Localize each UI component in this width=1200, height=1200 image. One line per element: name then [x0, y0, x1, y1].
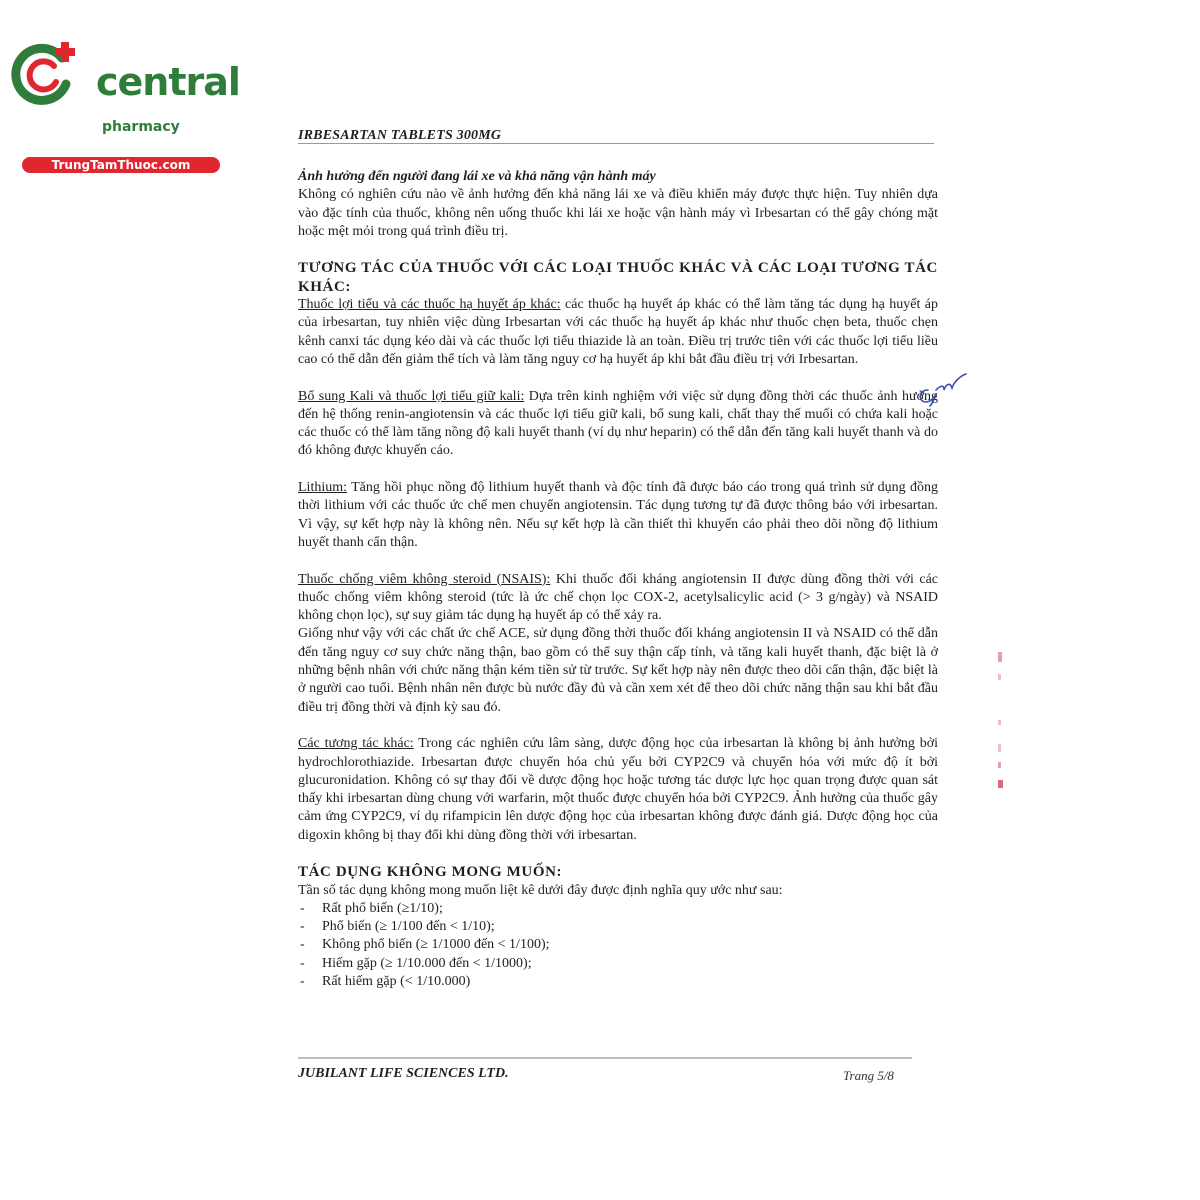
footer-divider	[298, 1057, 912, 1059]
other-interactions-paragraph	[298, 735, 938, 845]
nsaids-label: Thuốc chống viêm không steroid (NSAIS):	[298, 571, 551, 587]
lithium-label: Lithium:	[298, 480, 347, 496]
diuretics-paragraph	[298, 296, 938, 369]
nsaids-text: Khi thuốc đối kháng angiotensin II được dùng đồng thời với các thuốc chống viêm không steroid (tức là ức chế chọn lọc COX-2, acetylsalicylic acid (> 3 g/ngày) và NSAID không chọn lọc), sự suy giảm tác dụng hạ huyết áp có thể xảy ra.	[298, 571, 939, 624]
document-body	[298, 168, 938, 991]
list-item: - Phổ biến (≥ 1/100 đến < 1/10);	[298, 918, 938, 936]
margin-stamp-marks	[990, 640, 1010, 800]
list-item: - Không phổ biến (≥ 1/1000 đến < 1/100);	[298, 936, 938, 954]
document-title: IRBESARTAN TABLETS 300MG	[298, 128, 502, 143]
driving-text: Không có nghiên cứu nào về ảnh hưởng đến khả năng lái xe và điều khiển máy được thực hiện. Tuy nhiên dựa vào đặc tính của thuốc, không nên uống thuốc khi lái xe hoặc vận hành máy vì Irbesartan có thể gây chóng mặt hoặc mệt mỏi trong quá trình điều trị.	[298, 187, 938, 239]
diuretics-label: Thuốc lợi tiểu và các thuốc hạ huyết áp khác:	[298, 297, 561, 313]
central-pharmacy-logo[interactable]	[10, 38, 240, 172]
adverse-heading: TÁC DỤNG KHÔNG MONG MUỐN:	[298, 864, 563, 881]
other-interactions-label: Các tương tác khác:	[298, 736, 414, 752]
interactions-heading: TƯƠNG TÁC CỦA THUỐC VỚI CÁC LOẠI THUỐC KHÁC VÀ CÁC LOẠI TƯƠNG TÁC KHÁC:	[298, 260, 938, 295]
lithium-paragraph	[298, 479, 938, 552]
frequency-list	[298, 900, 938, 991]
signature-mark	[910, 368, 970, 408]
lithium-text: Tăng hồi phục nồng độ lithium huyết thanh và độc tính đã được báo cáo trong quá trình sử dụng đồng thời lithium với các thuốc ức chế men chuyển angiotensin. Tác dụng tương tự đã được thông báo với irbesartan. Vì vậy, sự kết hợp này là không nên. Nếu sự kết hợp là cần thiết thì khuyến cáo phải theo dõi nồng độ lithium huyết thanh cẩn thận.	[298, 480, 938, 550]
logo-name: central	[96, 60, 240, 104]
nsaids-paragraph	[298, 571, 938, 626]
diuretics-text: các thuốc hạ huyết áp khác có thể làm tăng tác dụng hạ huyết áp của irbesartan, tuy nhiên việc dùng Irbesartan với các thuốc hạ huyết áp khác như thuốc chẹn beta, thuốc chẹn kênh canxi tác dụng kéo dài và các thuốc lợi tiểu thiazide là an toàn. Điều trị trước tiên với các thuốc lợi tiểu liều cao có thể dẫn đến giảm thể tích và làm tăng nguy cơ hạ huyết áp khi bắt đầu điều trị với Irbesartan.	[298, 297, 939, 367]
list-item: - Rất phổ biến (≥1/10);	[298, 900, 938, 918]
adverse-intro: Tần số tác dụng không mong muốn liệt kê dưới đây được định nghĩa quy ước như sau:	[298, 882, 783, 898]
page-number: Trang 5/8	[843, 1068, 894, 1083]
potassium-label: Bổ sung Kali và thuốc lợi tiểu giữ kali:	[298, 388, 525, 404]
header-divider	[298, 143, 934, 144]
footer-company: JUBILANT LIFE SCIENCES LTD.	[298, 1066, 509, 1081]
logo-site-link[interactable]: TrungTamThuoc.com	[22, 157, 220, 173]
list-item: - Hiếm gặp (≥ 1/10.000 đến < 1/1000);	[298, 955, 938, 973]
logo-subtitle: pharmacy	[102, 119, 180, 135]
driving-heading: Ảnh hưởng đến người đang lái xe và khả năng vận hành máy	[298, 169, 656, 184]
nsaids-paragraph-2: Giống như vậy với các chất ức chế ACE, sử dụng đồng thời thuốc đối kháng angiotensin II và NSAID có thể dẫn đến tăng nguy cơ suy chức năng thận, bao gồm có thể suy thận cấp tính, và tăng kali huyết thanh, đặc biệt là ở những bệnh nhân với chức năng thận kém tiền sử từ trước. Sự kết hợp này nên được theo dõi cẩn thận, đặc biệt là ở người cao tuổi. Bệnh nhân nên được bù nước đầy đủ và cần xem xét để theo dõi chức năng thận sau khi bắt đầu điều trị đồng thời và định kỳ sau đó.	[298, 626, 938, 715]
other-interactions-text: Trong các nghiên cứu lâm sàng, dược động học của irbesartan là không bị ảnh hưởng bởi hydrochlorothiazide. Irbesartan được chuyển hóa chủ yếu bởi CYP2C9 và chuyển hóa với mức độ ít bởi glucuronidation. Không có sự thay đổi về dược động học hoặc tương tác dược lực học quan trọng được quan sát thấy khi irbesartan dùng chung với warfarin, một thuốc được chuyển hóa bởi CYP2C9. Ảnh hưởng của thuốc gây cảm ứng CYP2C9, ví dụ rifampicin lên dược động học của irbesartan không được đánh giá. Dược động học của digoxin không bị thay đổi khi dùng đồng thời với irbesartan.	[298, 736, 939, 843]
potassium-text: Dựa trên kinh nghiệm với việc sử dụng đồng thời các thuốc ảnh hưởng đến hệ thống renin-angiotensin và các thuốc lợi tiểu giữ kali, bổ sung kali, chất thay thế muối có chứa kali hoặc các thuốc có thể làm tăng nồng độ kali huyết thanh (ví dụ như heparin) có thể dẫn đến tăng kali huyết thanh và do đó không được khuyến cáo.	[298, 388, 939, 459]
list-item: - Rất hiếm gặp (< 1/10.000)	[298, 973, 938, 991]
central-logo-icon	[10, 38, 80, 108]
potassium-paragraph	[298, 388, 938, 461]
